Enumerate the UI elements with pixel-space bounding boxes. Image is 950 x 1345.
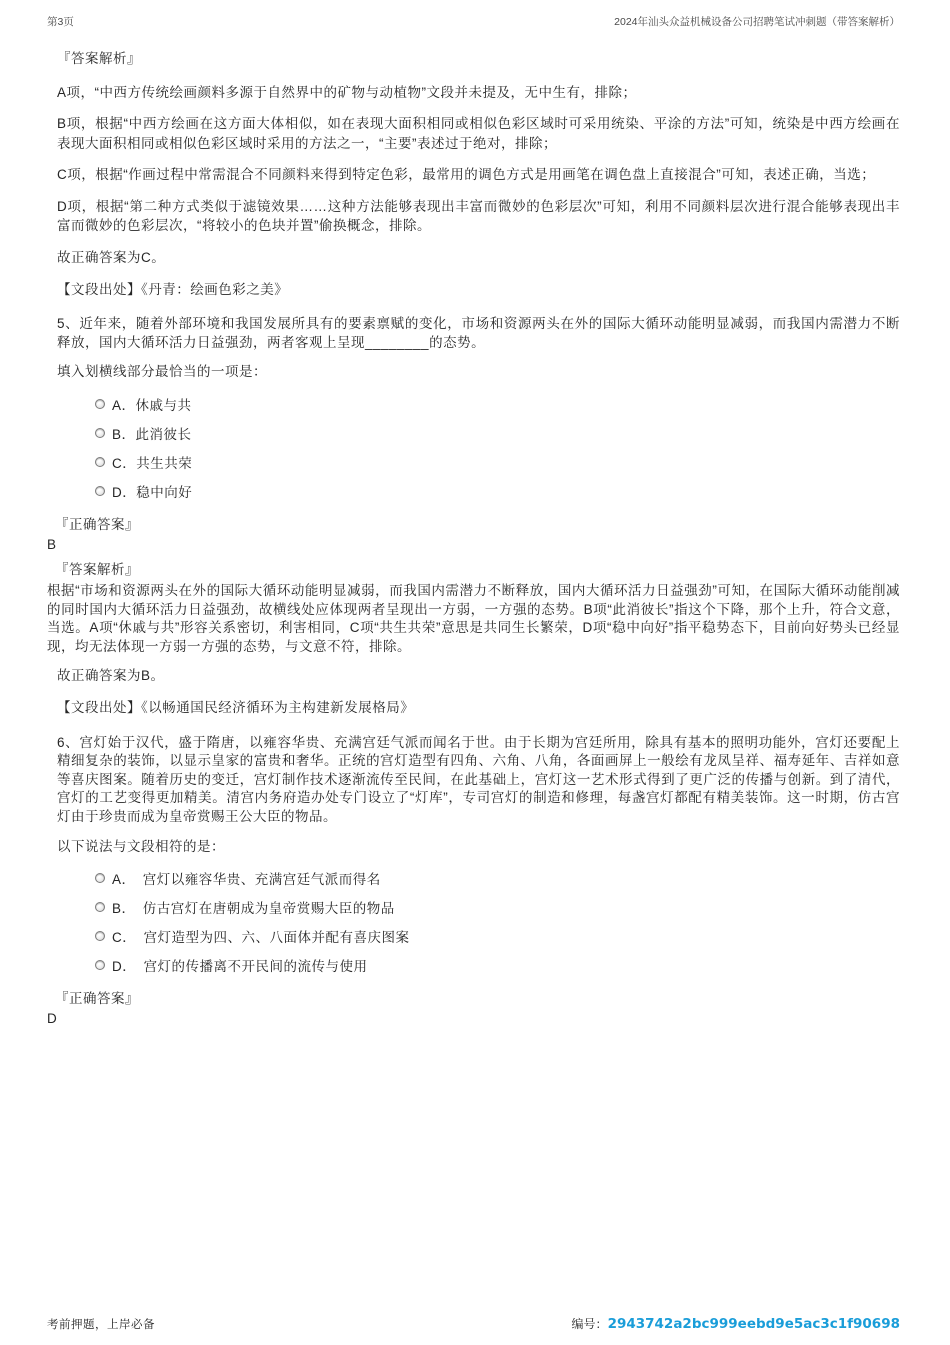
- correct-answer-heading: 『正确答案』: [55, 516, 139, 532]
- question-5-stem: 5、近年来，随着外部环境和我国发展所具有的要素禀赋的变化，市场和资源两头在外的国际大循环动能明显减弱，而我国内需潜力不断释放，国内大循环活力日益强劲，两者客观上呈现________的态势。: [57, 316, 900, 350]
- option-label: D． 宫灯的传播离不开民间的流传与使用: [112, 959, 368, 975]
- option-label: C．共生共荣: [112, 455, 193, 471]
- page-footer: [47, 1307, 900, 1345]
- option-label: B．此消彼长: [112, 426, 192, 442]
- option-label: A． 宫灯以雍容华贵、充满宫廷气派而得名: [112, 872, 381, 888]
- passage-source: 【文段出处】《丹青：绘画色彩之美》: [57, 281, 289, 297]
- question-6-prompt: 以下说法与文段相符的是：: [57, 838, 225, 854]
- footer-slogan: 考前押题，上岸必备: [47, 1319, 155, 1331]
- analysis-item-d: D项，根据“第二种方式类似于滤镜效果……这种方法能够表现出丰富而微妙的色彩层次”可知，利用不同颜料层次进行混合能够表现出丰富而微妙的色彩层次，“将较小的色块并置”偷换概念，排除。: [57, 198, 900, 234]
- radio-button-icon[interactable]: [95, 873, 105, 883]
- question-6-options: [95, 868, 900, 975]
- page-number: 第3页: [47, 16, 74, 28]
- question-6-option-d[interactable]: [95, 955, 900, 975]
- question-5-option-d[interactable]: [95, 481, 900, 501]
- question-6-option-a[interactable]: [95, 868, 900, 888]
- radio-button-icon[interactable]: [95, 399, 105, 409]
- analysis-conclusion: 故正确答案为C。: [57, 249, 166, 265]
- question-5-conclusion: 故正确答案为B。: [57, 668, 165, 684]
- option-label: A．休戚与共: [112, 397, 192, 413]
- radio-button-icon[interactable]: [95, 902, 105, 912]
- code-label: 编号：: [571, 1317, 608, 1331]
- radio-button-icon[interactable]: [95, 931, 105, 941]
- question-5-source: 【文段出处】《以畅通国民经济循环为主构建新发展格局》: [57, 699, 415, 715]
- analysis-item-c: C项，根据“作画过程中常需混合不同颜料来得到特定色彩，最常用的调色方式是用画笔在调色盘上直接混合”可知，表述正确，当选；: [57, 167, 876, 183]
- question-5-option-a[interactable]: [95, 394, 900, 414]
- analysis-item-b: B项，根据“中西方绘画在这方面大体相似，如在表现大面积相同或相似色彩区域时可采用统染、平涂的方法”可知，统染是中西方绘画在表现大面积相同或相似色彩区域时采用的方法之一，“主要”表述过于绝对，排除；: [57, 116, 900, 151]
- question-5-analysis: 根据“市场和资源两头在外的国际大循环动能明显减弱，而我国内需潜力不断释放，国内大循环活力日益强劲”可知，在国际大循环动能削减的同时国内大循环活力日益强劲，故横线处应体现两者呈现出一方弱，一方强的态势。B项“此消彼长”指这个下降，那个上升，符合文意，当选。A项“休戚与共”形容关系密切，利害相同，C项“共生共荣”意思是共同生长繁荣，D项“稳中向好”指平稳势态下，目前向好势头已经显现，均无法体现一方弱一方强的态势，与文意不符，排除。: [47, 582, 900, 654]
- question-5-option-c[interactable]: [95, 452, 900, 472]
- radio-button-icon[interactable]: [95, 486, 105, 496]
- question-6: [47, 734, 900, 1027]
- correct-answer-value: D: [47, 1011, 57, 1027]
- page-header: [47, 14, 900, 29]
- analysis-section-previous: [47, 49, 900, 299]
- question-5: [47, 315, 900, 717]
- correct-answer-value: B: [47, 536, 57, 552]
- question-6-option-b[interactable]: [95, 897, 900, 917]
- question-5-option-b[interactable]: [95, 423, 900, 443]
- option-label: B． 仿古宫灯在唐朝成为皇帝赏赐大臣的物品: [112, 901, 395, 917]
- document-code: [572, 1315, 900, 1332]
- radio-button-icon[interactable]: [95, 960, 105, 970]
- radio-button-icon[interactable]: [95, 428, 105, 438]
- radio-button-icon[interactable]: [95, 457, 105, 467]
- correct-answer-heading: 『正确答案』: [55, 991, 139, 1007]
- option-label: C． 宫灯造型为四、六、八面体并配有喜庆图案: [112, 930, 410, 946]
- analysis-heading: 『答案解析』: [57, 51, 141, 66]
- analysis-heading: 『答案解析』: [55, 561, 139, 577]
- question-6-option-c[interactable]: [95, 926, 900, 946]
- question-5-prompt: 填入划横线部分最恰当的一项是：: [57, 364, 267, 380]
- question-5-options: [95, 394, 900, 501]
- analysis-item-a: A项，“中西方传统绘画颜料多源于自然界中的矿物与动植物”文段并未提及，无中生有，排除；: [57, 84, 637, 100]
- document-title: 2024年汕头众益机械设备公司招聘笔试冲刺题（带答案解析）: [614, 16, 900, 28]
- question-6-stem: 6、宫灯始于汉代，盛于隋唐，以雍容华贵、充满宫廷气派而闻名于世。由于长期为宫廷所用，除具有基本的照明功能外，宫灯还要配上精细复杂的装饰，以显示皇家的富贵和奢华。正统的宫灯造型有四角、六角、八角，各面画屏上一般绘有龙凤呈祥、福寿延年、吉祥如意等喜庆图案。随着历史的变迁，宫灯制作技术逐渐流传至民间，在此基础上，宫灯这一艺术形式得到了更广泛的传播与创新。到了清代，宫灯的工艺变得更加精美。清宫内务府造办处专门设立了“灯库”，专司宫灯的制造和修理，每盏宫灯都配有精美装饰。这一时期，仿古宫灯由于珍贵而成为皇帝赏赐王公大臣的物品。: [57, 734, 900, 824]
- option-label: D．稳中向好: [112, 484, 193, 500]
- code-value: 2943742a2bc999eebd9e5ac3c1f90698: [607, 1316, 900, 1332]
- document-body: [47, 49, 900, 1307]
